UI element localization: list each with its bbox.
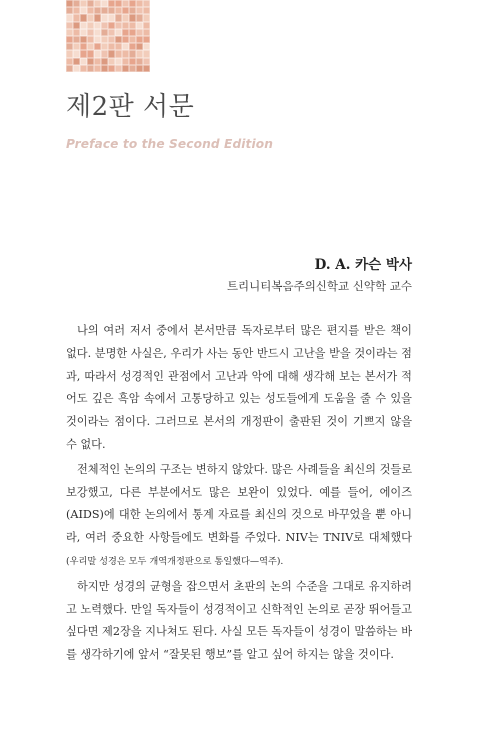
mosaic-tile [80, 43, 87, 50]
mosaic-tile [115, 43, 122, 50]
page-title: 제2판 서문 [66, 92, 195, 122]
mosaic-tile [129, 0, 136, 7]
mosaic-tile [101, 43, 108, 50]
page-subtitle: Preface to the Second Edition [66, 137, 274, 151]
mosaic-tile [80, 50, 87, 57]
mosaic-tile [87, 14, 94, 21]
paragraph-1: 나의 여러 저서 중에서 본서만큼 독자로부터 많은 편지를 받은 책이 없다. 분명한 사실은, 우리가 사는 동안 반드시 고난을 받을 것이라는 점과, 따라서 성경적인 관점에서 고난과 악에 대해 생각해 보는 본서가 적어도 깊은 흑암 속에서 고통당하고 있는 성도들에게 도움을 줄 수 있을 것이라는 점이다. 그러므로 본서의 개정판이 출판된 것이 기쁘지 않을 수 없다. [66, 324, 412, 451]
mosaic-tile [87, 36, 94, 43]
mosaic-tile [73, 58, 80, 65]
mosaic-tile [108, 22, 115, 29]
mosaic-tile [143, 14, 150, 21]
mosaic-tile [143, 58, 150, 65]
mosaic-tile [101, 65, 108, 72]
mosaic-tile [101, 14, 108, 21]
mosaic-tile [129, 36, 136, 43]
mosaic-tile [80, 7, 87, 14]
mosaic-tile [73, 7, 80, 14]
translator-note: (우리말 성경은 모두 개역개정판으로 통일했다—역주). [66, 555, 284, 567]
mosaic-tile [101, 7, 108, 14]
mosaic-tile [80, 36, 87, 43]
mosaic-tile [66, 36, 73, 43]
mosaic-tile [73, 29, 80, 36]
mosaic-tile [101, 50, 108, 57]
mosaic-tile [136, 29, 143, 36]
mosaic-tile [108, 50, 115, 57]
paragraph-2 [66, 459, 412, 574]
mosaic-tile [129, 22, 136, 29]
mosaic-tile [143, 43, 150, 50]
mosaic-tile [66, 7, 73, 14]
mosaic-tile [66, 65, 73, 72]
mosaic-tile [94, 58, 101, 65]
mosaic-tile [94, 29, 101, 36]
mosaic-tile [73, 65, 80, 72]
mosaic-tile [143, 50, 150, 57]
mosaic-tile [129, 14, 136, 21]
mosaic-tile [73, 50, 80, 57]
mosaic-tile [101, 36, 108, 43]
mosaic-tile [122, 0, 129, 7]
mosaic-tile [108, 36, 115, 43]
paragraph-2-text: 전체적인 논의의 구조는 변하지 않았다. 많은 사례들을 최신의 것들로 보강했고, 다른 부분에서도 많은 보완이 있었다. 예를 들어, 에이즈(AIDS)에 대한 논의에서 통계 자료를 최신의 것으로 바꾸었을 뿐 아니라, 여러 중요한 사항들에도 변화를 주었다. NIV는 TNIV로 대체했다 [66, 462, 412, 545]
author-name: D. A. 카슨 박사 [314, 257, 412, 273]
mosaic-tile [94, 14, 101, 21]
mosaic-tile [80, 65, 87, 72]
mosaic-tile [87, 22, 94, 29]
mosaic-tile [73, 0, 80, 7]
mosaic-tile [115, 36, 122, 43]
mosaic-tile [87, 50, 94, 57]
mosaic-tile [108, 58, 115, 65]
mosaic-tile [101, 0, 108, 7]
mosaic-tile [115, 65, 122, 72]
mosaic-tile [115, 29, 122, 36]
body-text [66, 320, 412, 669]
mosaic-tile [115, 14, 122, 21]
mosaic-tile [122, 7, 129, 14]
mosaic-tile [129, 29, 136, 36]
mosaic-tile [136, 0, 143, 7]
mosaic-decoration [66, 0, 150, 72]
mosaic-tile [101, 22, 108, 29]
mosaic-tile [143, 0, 150, 7]
mosaic-tile [115, 7, 122, 14]
mosaic-tile [80, 0, 87, 7]
mosaic-tile [143, 22, 150, 29]
mosaic-tile [66, 14, 73, 21]
mosaic-tile [136, 36, 143, 43]
mosaic-tile [122, 65, 129, 72]
mosaic-tile [94, 36, 101, 43]
mosaic-tile [143, 29, 150, 36]
paragraph-3: 하지만 성경의 균형을 잡으면서 초판의 논의 수준을 그대로 유지하려고 노력했다. 만일 독자들이 성경적이고 신학적인 논의로 곧장 뛰어들고 싶다면 제2장을 지나쳐도 된다. 사실 모든 독자들이 성경이 말씀하는 바를 생각하기에 앞서 “잘못된 행보”를 알고 싶어 하지는 않을 것이다. [66, 579, 412, 662]
mosaic-tile [66, 22, 73, 29]
mosaic-tile [115, 58, 122, 65]
mosaic-tile [94, 43, 101, 50]
mosaic-tile [115, 0, 122, 7]
mosaic-tile [108, 29, 115, 36]
mosaic-tile [66, 58, 73, 65]
mosaic-tile [136, 22, 143, 29]
mosaic-tile [73, 43, 80, 50]
mosaic-tile [122, 58, 129, 65]
mosaic-tile [80, 29, 87, 36]
mosaic-tile [80, 14, 87, 21]
mosaic-tile [122, 14, 129, 21]
mosaic-tile [101, 58, 108, 65]
mosaic-tile [122, 50, 129, 57]
mosaic-tile [129, 43, 136, 50]
mosaic-tile [94, 7, 101, 14]
mosaic-tile [94, 65, 101, 72]
mosaic-tile [122, 43, 129, 50]
mosaic-tile [129, 50, 136, 57]
mosaic-tile [87, 43, 94, 50]
mosaic-tile [94, 22, 101, 29]
mosaic-tile [108, 65, 115, 72]
mosaic-tile [129, 7, 136, 14]
mosaic-tile [108, 0, 115, 7]
mosaic-tile [115, 50, 122, 57]
mosaic-tile [115, 22, 122, 29]
mosaic-tile [87, 58, 94, 65]
mosaic-tile [129, 65, 136, 72]
mosaic-tile [73, 36, 80, 43]
mosaic-tile [66, 50, 73, 57]
mosaic-tile [66, 29, 73, 36]
mosaic-tile [136, 58, 143, 65]
mosaic-tile [143, 7, 150, 14]
mosaic-tile [136, 14, 143, 21]
mosaic-tile [66, 0, 73, 7]
mosaic-tile [80, 58, 87, 65]
mosaic-tile [122, 22, 129, 29]
mosaic-tile [108, 43, 115, 50]
mosaic-tile [66, 43, 73, 50]
author-affiliation: 트리니티복음주의신학교 신약학 교수 [226, 279, 412, 293]
mosaic-tile [136, 7, 143, 14]
mosaic-tile [143, 36, 150, 43]
mosaic-tile [80, 22, 87, 29]
mosaic-tile [143, 65, 150, 72]
mosaic-tile [122, 29, 129, 36]
mosaic-tile [94, 0, 101, 7]
mosaic-tile [87, 0, 94, 7]
mosaic-tile [101, 29, 108, 36]
mosaic-tile [136, 50, 143, 57]
mosaic-tile [122, 36, 129, 43]
mosaic-tile [73, 14, 80, 21]
mosaic-tile [108, 7, 115, 14]
mosaic-tile [136, 65, 143, 72]
mosaic-tile [108, 14, 115, 21]
mosaic-tile [94, 50, 101, 57]
mosaic-tile [87, 7, 94, 14]
mosaic-tile [136, 43, 143, 50]
mosaic-tile [87, 29, 94, 36]
mosaic-tile [73, 22, 80, 29]
mosaic-tile [129, 58, 136, 65]
mosaic-tile [87, 65, 94, 72]
